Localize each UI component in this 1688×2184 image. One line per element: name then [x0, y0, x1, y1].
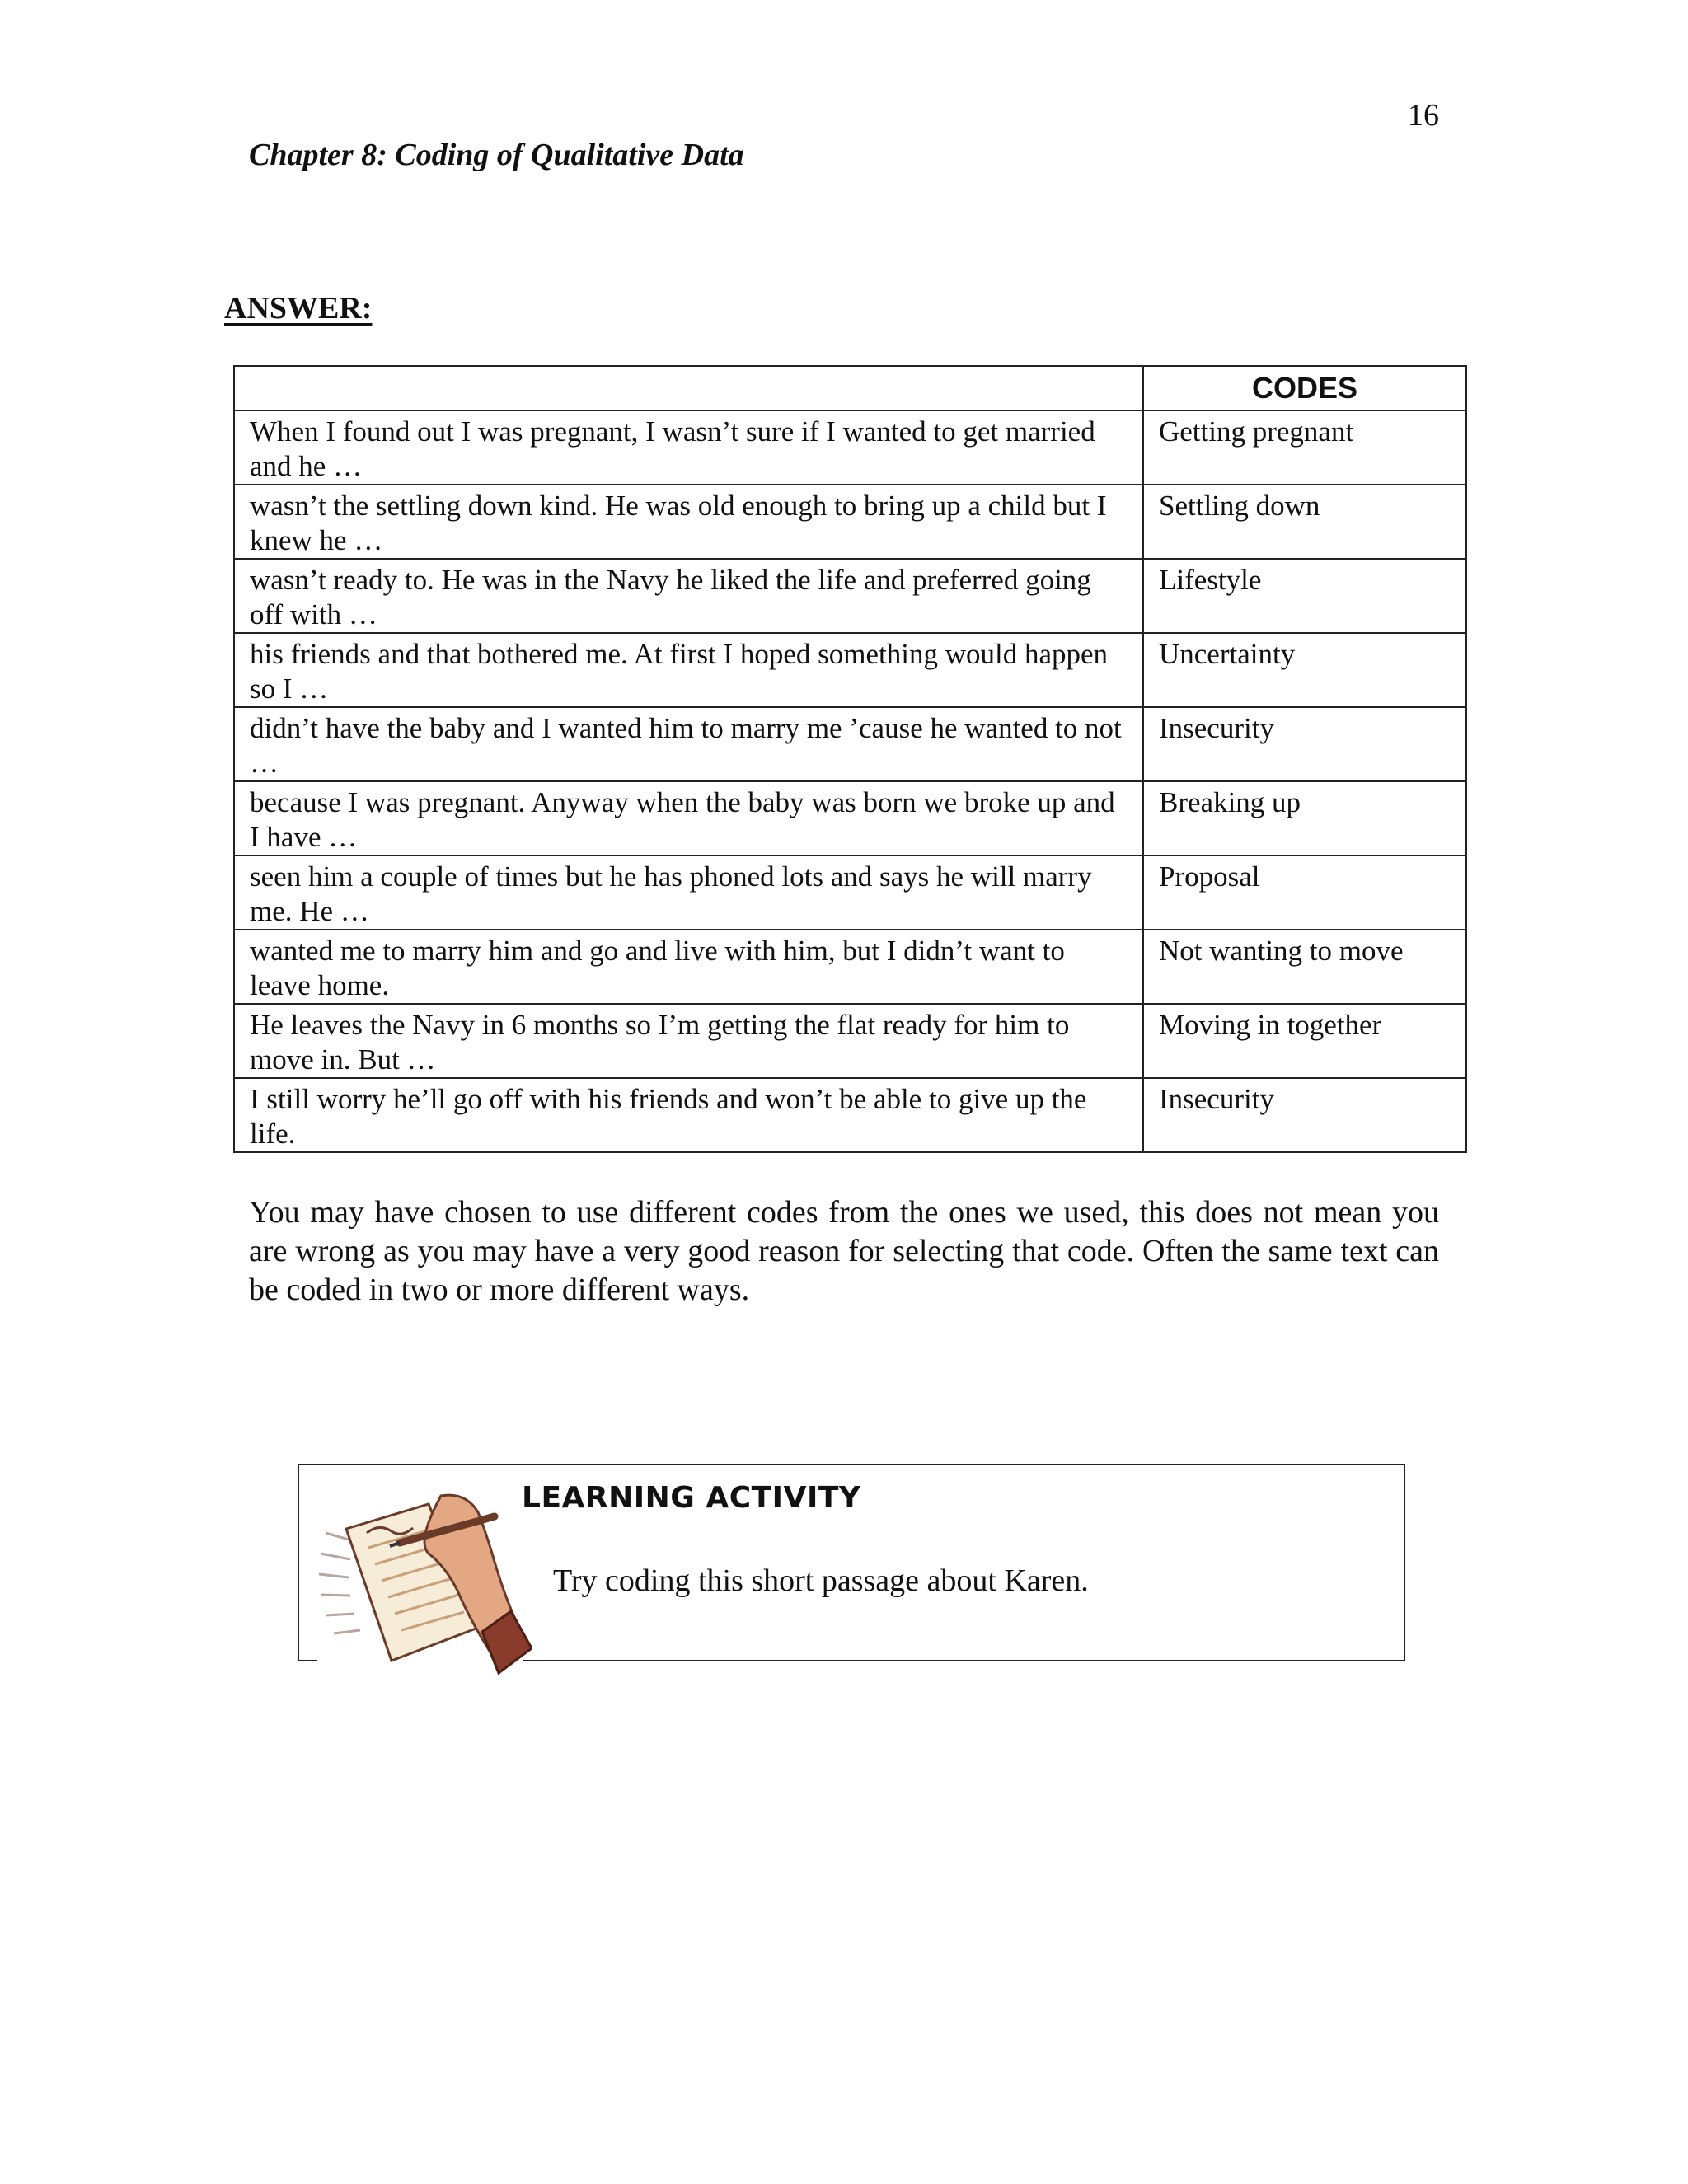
passage-cell: wasn’t the settling down kind. He was old enough to bring up a child but I knew he … [234, 485, 1143, 559]
code-cell: Uncertainty [1143, 633, 1466, 707]
code-cell: Getting pregnant [1143, 410, 1466, 485]
code-cell: Not wanting to move [1143, 930, 1466, 1004]
passage-cell: didn’t have the baby and I wanted him to marry me ’cause he wanted to not … [234, 707, 1143, 781]
code-cell: Breaking up [1143, 781, 1466, 855]
table-row [234, 633, 1466, 707]
table-row [234, 930, 1466, 1004]
page-number: 16 [1408, 98, 1439, 133]
codes-column-header: CODES [1143, 366, 1466, 410]
passage-cell: his friends and that bothered me. At first I hoped something would happen so I … [234, 633, 1143, 707]
table-row [234, 410, 1466, 485]
codes-table [233, 365, 1467, 1153]
passage-cell: wasn’t ready to. He was in the Navy he liked the life and preferred going off with … [234, 559, 1143, 633]
code-cell: Lifestyle [1143, 559, 1466, 633]
answer-heading: ANSWER: [224, 291, 373, 326]
passage-cell: He leaves the Navy in 6 months so I’m getting the flat ready for him to move in. But … [234, 1004, 1143, 1078]
table-row [234, 781, 1466, 855]
table-row [234, 1004, 1466, 1078]
table-row [234, 1078, 1466, 1152]
table-row [234, 485, 1466, 559]
code-cell: Moving in together [1143, 1004, 1466, 1078]
learning-activity-text: Try coding this short passage about Karen. [553, 1563, 1089, 1598]
table-header-row [234, 366, 1466, 410]
passage-cell: because I was pregnant. Anyway when the baby was born we broke up and I have … [234, 781, 1143, 855]
code-cell: Settling down [1143, 485, 1466, 559]
table-row [234, 855, 1466, 930]
passage-cell: When I found out I was pregnant, I wasn’t sure if I wanted to get married and he … [234, 410, 1143, 485]
passage-cell: seen him a couple of times but he has phoned lots and says he will marry me. He … [234, 855, 1143, 930]
passage-cell: I still worry he’ll go off with his friends and won’t be able to give up the life. [234, 1078, 1143, 1152]
table-row [234, 559, 1466, 633]
code-cell: Proposal [1143, 855, 1466, 930]
text-column-header [234, 366, 1143, 410]
chapter-title: Chapter 8: Coding of Qualitative Data [249, 138, 744, 172]
code-cell: Insecurity [1143, 707, 1466, 781]
note-paragraph: You may have chosen to use different codes from the ones we used, this does not mean you are wrong as you may have a very good reason for selecting that code. Often the same text can be coded in two or more different ways. [249, 1195, 1439, 1307]
writing-hand-icon [317, 1483, 532, 1685]
learning-activity-title: LEARNING ACTIVITY [522, 1481, 861, 1515]
code-cell: Insecurity [1143, 1078, 1466, 1152]
table-row [234, 707, 1466, 781]
passage-cell: wanted me to marry him and go and live with him, but I didn’t want to leave home. [234, 930, 1143, 1004]
